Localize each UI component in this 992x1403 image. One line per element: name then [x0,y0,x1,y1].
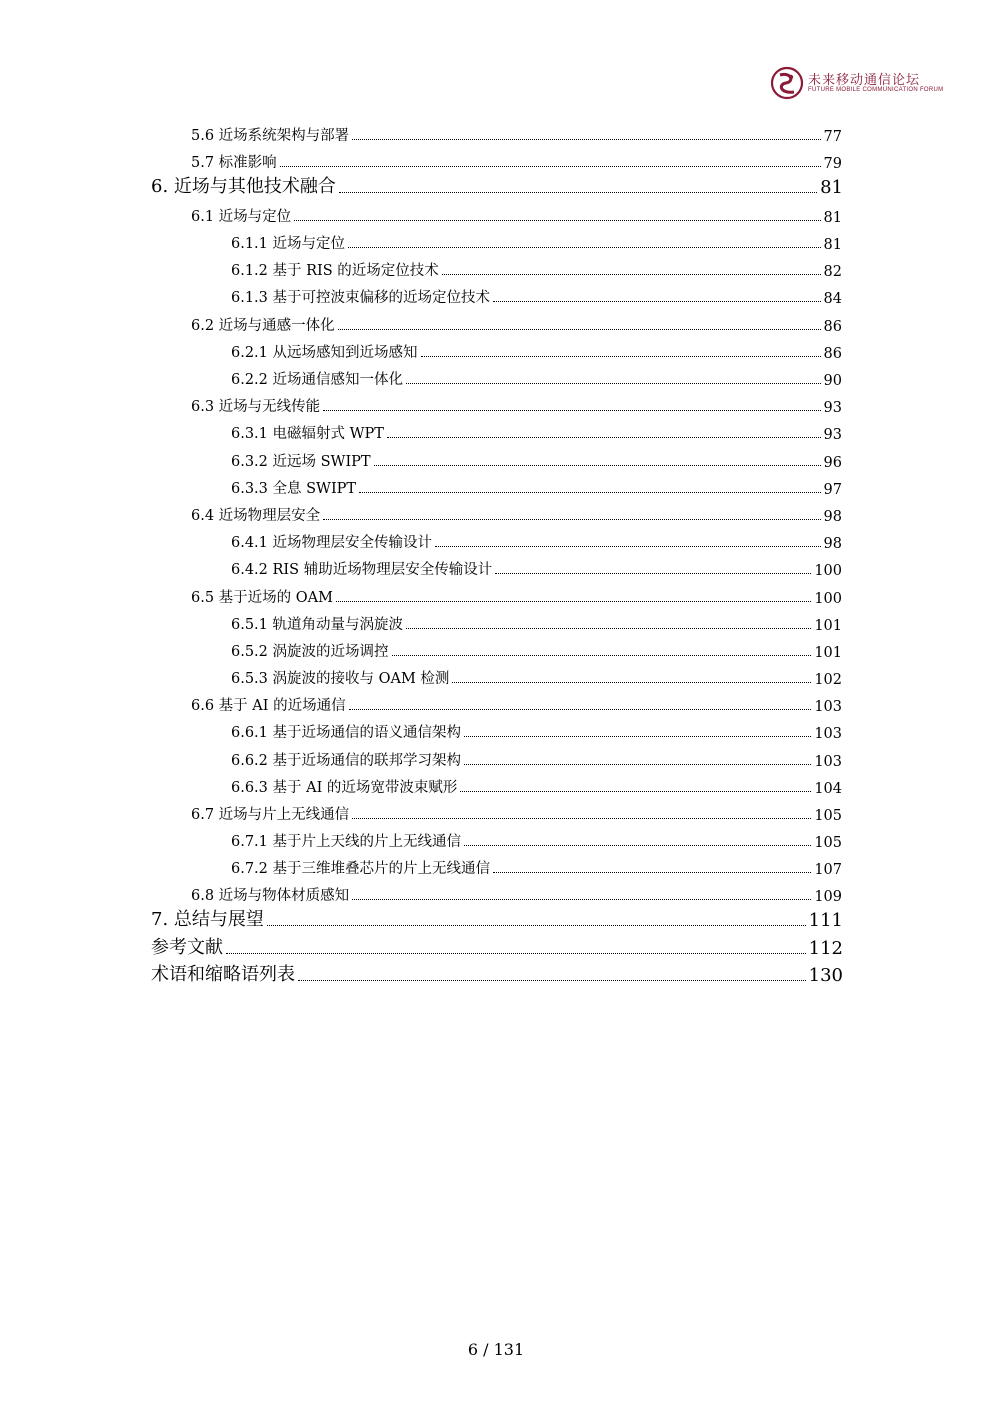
toc-entry-title: 6.3.2 近远场 SWIPT [231,454,371,470]
toc-dot-leader [359,492,820,493]
toc-entry-title: 6.2 近场与通感一体化 [191,318,335,334]
toc-entry-title: 6.6 基于 AI 的近场通信 [191,698,346,714]
toc-entry-title: 6.1.3 基于可控波束偏移的近场定位技术 [231,290,491,306]
toc-entry-title: 6.1 近场与定位 [191,209,292,225]
toc-entry[interactable] [231,231,842,253]
toc-entry-title: 6.5.3 涡旋波的接收与 OAM 检测 [231,671,450,687]
toc-entry[interactable] [231,557,842,579]
toc-dot-leader [298,980,806,981]
toc-dot-leader [348,247,821,248]
forum-logo [770,66,944,102]
toc-dot-leader [392,655,812,656]
toc-entry[interactable] [231,421,842,443]
toc-entry[interactable] [191,150,842,172]
toc-entry-page: 93 [823,427,842,443]
toc-entry[interactable] [151,176,843,198]
toc-entry-title: 6.4.2 RIS 辅助近场物理层安全传输设计 [231,562,493,578]
toc-entry-page: 105 [814,835,842,851]
toc-entry-title: 6.2.2 近场通信感知一体化 [231,372,404,388]
toc-dot-leader [226,953,806,954]
toc-entry-title: 6.4.1 近场物理层安全传输设计 [231,535,433,551]
toc-entry-page: 77 [823,129,842,145]
toc-entry-page: 98 [823,509,842,525]
toc-entry-title: 6.6.3 基于 AI 的近场宽带波束赋形 [231,780,458,796]
toc-entry-title: 6.3 近场与无线传能 [191,399,321,415]
toc-entry-title: 6.5.1 轨道角动量与涡旋波 [231,617,404,633]
toc-entry-page: 98 [823,536,842,552]
toc-entry-page: 111 [808,910,843,931]
toc-entry[interactable] [231,258,842,280]
logo-english-text: FUTURE MOBILE COMMUNICATION FORUM [808,87,944,93]
toc-dot-leader [452,682,811,683]
toc-entry[interactable] [231,449,842,471]
toc-entry-page: 81 [823,210,842,226]
toc-dot-leader [493,301,821,302]
toc-entry-page: 86 [823,319,842,335]
toc-entry-page: 103 [814,754,842,770]
toc-dot-leader [339,192,817,193]
toc-entry-page: 86 [823,346,842,362]
toc-entry-page: 101 [814,645,842,661]
toc-entry-page: 107 [814,862,842,878]
toc-entry[interactable] [191,123,842,145]
toc-entry[interactable] [191,802,842,824]
toc-entry-page: 96 [823,455,842,471]
toc-dot-leader [464,736,811,737]
toc-entry-page: 103 [814,726,842,742]
toc-entry-title: 6.3.3 全息 SWIPT [231,481,357,497]
toc-entry-page: 130 [808,965,843,986]
toc-entry[interactable] [231,720,842,742]
toc-entry[interactable] [191,313,842,335]
toc-entry-title: 5.6 近场系统架构与部署 [191,128,350,144]
toc-entry-title: 6.7.2 基于三维堆叠芯片的片上无线通信 [231,861,491,877]
page-number: 6 / 131 [467,1340,525,1359]
toc-entry[interactable] [231,829,842,851]
toc-dot-leader [406,383,821,384]
toc-entry[interactable] [231,666,842,688]
toc-entry[interactable] [231,340,842,362]
toc-entry-page: 100 [814,563,842,579]
toc-entry[interactable] [231,612,842,634]
toc-entry-page: 90 [823,373,842,389]
toc-dot-leader [280,166,821,167]
toc-dot-leader [323,410,820,411]
toc-entry[interactable] [231,476,842,498]
toc-entry-page: 93 [823,400,842,416]
toc-entry-page: 104 [814,781,842,797]
toc-dot-leader [495,573,811,574]
toc-entry[interactable] [231,530,842,552]
toc-dot-leader [338,329,821,330]
toc-entry-title: 术语和缩略语列表 [151,964,295,985]
toc-entry-page: 102 [814,672,842,688]
toc-entry[interactable] [231,285,842,307]
toc-entry[interactable] [231,748,842,770]
toc-entry-title: 6.8 近场与物体材质感知 [191,888,350,904]
toc-dot-leader [406,628,811,629]
toc-entry-title: 7. 总结与展望 [151,909,264,930]
toc-entry-title: 6.5 基于近场的 OAM [191,590,333,606]
toc-entry-title: 6.1.2 基于 RIS 的近场定位技术 [231,263,439,279]
toc-entry-title: 6.5.2 涡旋波的近场调控 [231,644,389,660]
toc-entry-title: 6.1.1 近场与定位 [231,236,346,252]
toc-entry-title: 5.7 标准影响 [191,155,277,171]
toc-entry-page: 101 [814,618,842,634]
toc-entry-page: 81 [820,177,843,198]
toc-dot-leader [442,274,821,275]
toc-dot-leader [464,764,811,765]
toc-entry[interactable] [191,585,842,607]
toc-entry[interactable] [191,883,842,905]
toc-entry[interactable] [151,909,843,931]
toc-dot-leader [294,220,820,221]
toc-dot-leader [323,519,820,520]
toc-dot-leader [336,601,811,602]
toc-entry-page: 79 [823,156,842,172]
toc-dot-leader [460,791,811,792]
toc-entry[interactable] [151,937,843,959]
toc-dot-leader [435,546,821,547]
toc-entry[interactable] [191,693,842,715]
toc-dot-leader [493,872,811,873]
toc-dot-leader [374,465,821,466]
logo-chinese-text: 未来移动通信论坛 [808,73,921,88]
toc-dot-leader [464,845,811,846]
toc-entry[interactable] [191,204,842,226]
toc-entry-page: 82 [823,264,842,280]
toc-entry[interactable] [191,394,842,416]
toc-entry-title: 6. 近场与其他技术融合 [151,176,336,197]
toc-entry[interactable] [231,856,842,878]
toc-entry[interactable] [231,775,842,797]
toc-entry-page: 103 [814,699,842,715]
toc-entry-title: 6.3.1 电磁辐射式 WPT [231,426,384,442]
toc-entry-title: 6.2.1 从远场感知到近场感知 [231,345,418,361]
toc-dot-leader [421,356,821,357]
forum-logo-icon [770,66,804,100]
toc-entry-page: 81 [823,237,842,253]
toc-entry-page: 109 [814,889,842,905]
toc-entry-title: 6.7 近场与片上无线通信 [191,807,350,823]
toc-dot-leader [352,139,820,140]
toc-dot-leader [352,818,811,819]
toc-entry-page: 112 [808,938,843,959]
toc-entry-page: 105 [814,808,842,824]
toc-entry-title: 6.6.2 基于近场通信的联邦学习架构 [231,753,462,769]
toc-entry[interactable] [231,367,842,389]
toc-dot-leader [387,437,821,438]
toc-dot-leader [267,925,806,926]
toc-entry[interactable] [191,503,842,525]
toc-entry-title: 6.6.1 基于近场通信的语义通信架构 [231,725,462,741]
toc-dot-leader [352,899,811,900]
toc-entry-title: 参考文献 [151,937,223,958]
toc-dot-leader [349,709,812,710]
toc-entry[interactable] [151,964,843,986]
toc-entry-page: 100 [814,591,842,607]
toc-entry[interactable] [231,639,842,661]
toc-entry-title: 6.7.1 基于片上天线的片上无线通信 [231,834,462,850]
toc-entry-page: 84 [823,291,842,307]
toc-entry-title: 6.4 近场物理层安全 [191,508,321,524]
toc-entry-page: 97 [823,482,842,498]
